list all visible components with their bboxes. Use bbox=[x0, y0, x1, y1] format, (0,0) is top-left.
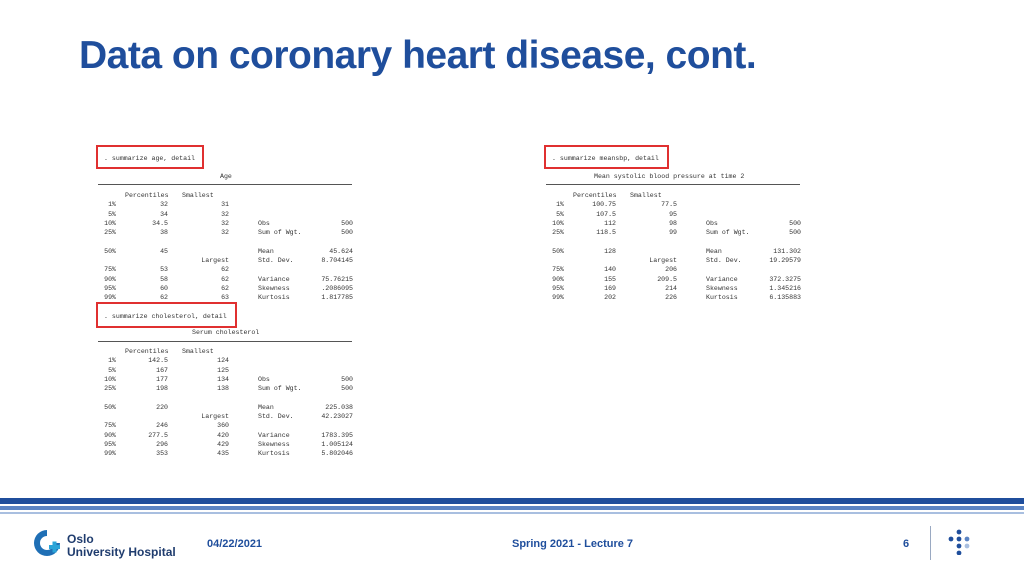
stats-cell-p: 90% bbox=[552, 275, 564, 283]
stats-cell-x: 500 bbox=[789, 219, 801, 227]
stats-cell-x: 225.038 bbox=[325, 403, 353, 411]
stats-cell-p: 99% bbox=[552, 294, 564, 302]
stats-cell-x: 75.76215 bbox=[321, 275, 353, 283]
stats-cell-p: 75% bbox=[552, 266, 564, 274]
stats-cell-s: 226 bbox=[665, 294, 677, 302]
stats-cell-k: Obs bbox=[706, 219, 718, 227]
stats-cell-s: Largest bbox=[201, 257, 229, 265]
stats-cell-p: 1% bbox=[108, 201, 116, 209]
stats-cell-p: 90% bbox=[104, 275, 116, 283]
stats-cell-s: 360 bbox=[217, 422, 229, 430]
stats-cell-k: Mean bbox=[706, 247, 722, 255]
stats-cell-x: 500 bbox=[341, 375, 353, 383]
stats-cell-x: 45.624 bbox=[329, 247, 353, 255]
page-number: 6 bbox=[903, 538, 910, 550]
footer-band bbox=[0, 512, 1024, 514]
stats-cell-p: 99% bbox=[104, 450, 116, 458]
stats-cell-v: 45 bbox=[160, 247, 168, 255]
stats-cell-p: 5% bbox=[108, 210, 116, 218]
stats-cell-x: 5.802046 bbox=[321, 450, 353, 458]
stats-cell-p: 1% bbox=[108, 357, 116, 365]
smallest-header: Smallest bbox=[182, 348, 214, 355]
stats-cell-p: 10% bbox=[104, 375, 116, 383]
stats-cell-x: 500 bbox=[341, 219, 353, 227]
percentiles-header: Percentiles bbox=[125, 192, 169, 199]
stats-cell-k: Kurtosis bbox=[258, 450, 290, 458]
stats-cell-x: 500 bbox=[789, 229, 801, 237]
stats-cell-v: 128 bbox=[604, 247, 616, 255]
stats-cell-v: 34 bbox=[160, 210, 168, 218]
stats-cell-s: 420 bbox=[217, 431, 229, 439]
stats-cell-v: 32 bbox=[160, 201, 168, 209]
stats-cell-s: Largest bbox=[649, 257, 677, 265]
stats-cell-k: Sum of Wgt. bbox=[706, 229, 750, 237]
stats-cell-k: Variance bbox=[258, 431, 290, 439]
command-box: . summarize meansbp, detail bbox=[544, 145, 669, 169]
stats-cell-s: Largest bbox=[201, 413, 229, 421]
stats-cell-p: 25% bbox=[104, 229, 116, 237]
stats-cell-k: Sum of Wgt. bbox=[258, 385, 302, 393]
stats-cell-s: 206 bbox=[665, 266, 677, 274]
stats-cell-p: 5% bbox=[108, 366, 116, 374]
divider bbox=[98, 341, 352, 342]
stats-cell-x: 42.23027 bbox=[321, 413, 353, 421]
stats-cell-v: 202 bbox=[604, 294, 616, 302]
stats-cell-p: 50% bbox=[104, 247, 116, 255]
stats-cell-p: 95% bbox=[552, 285, 564, 292]
stats-cell-x: 19.29579 bbox=[769, 257, 801, 265]
variable-label: Mean systolic blood pressure at time 2 bbox=[594, 173, 745, 180]
hospital-logo-icon bbox=[32, 528, 62, 558]
stats-cell-s: 32 bbox=[221, 229, 229, 237]
stats-cell-p: 95% bbox=[104, 441, 116, 448]
footer-divider bbox=[930, 526, 931, 560]
stats-cell-v: 246 bbox=[156, 422, 168, 430]
stats-cell-k: Variance bbox=[706, 275, 738, 283]
stats-cell-v: 38 bbox=[160, 229, 168, 237]
footer-band bbox=[0, 498, 1024, 504]
smallest-header: Smallest bbox=[182, 192, 214, 199]
stats-cell-v: 198 bbox=[156, 385, 168, 393]
divider bbox=[546, 184, 800, 185]
logo-text: University Hospital bbox=[67, 545, 176, 559]
stats-cell-p: 75% bbox=[104, 266, 116, 274]
stats-cell-v: 220 bbox=[156, 403, 168, 411]
slide-title: Data on coronary heart disease, cont. bbox=[79, 34, 757, 77]
stats-cell-k: Skewness bbox=[706, 285, 738, 292]
stats-cell-s: 435 bbox=[217, 450, 229, 458]
stats-cell-p: 99% bbox=[104, 294, 116, 302]
dots-logo-icon bbox=[946, 529, 972, 555]
command-box: . summarize cholesterol, detail bbox=[96, 302, 237, 328]
stats-cell-v: 60 bbox=[160, 285, 168, 292]
stats-cell-x: 6.135883 bbox=[769, 294, 801, 302]
stats-cell-k: Mean bbox=[258, 247, 274, 255]
stats-cell-p: 95% bbox=[104, 285, 116, 292]
percentiles-header: Percentiles bbox=[125, 348, 169, 355]
stats-cell-p: 90% bbox=[104, 431, 116, 439]
stats-cell-v: 169 bbox=[604, 285, 616, 292]
stats-cell-v: 167 bbox=[156, 366, 168, 374]
stats-cell-s: 209.5 bbox=[657, 275, 677, 283]
stats-cell-v: 277.5 bbox=[148, 431, 168, 439]
stats-cell-s: 124 bbox=[217, 357, 229, 365]
stats-cell-v: 142.5 bbox=[148, 357, 168, 365]
variable-label: Age bbox=[220, 173, 232, 180]
variable-label: Serum cholesterol bbox=[192, 329, 260, 336]
stats-cell-k: Kurtosis bbox=[706, 294, 738, 302]
stats-cell-k: Variance bbox=[258, 275, 290, 283]
command-box: . summarize age, detail bbox=[96, 145, 204, 169]
stats-cell-v: 100.75 bbox=[592, 201, 616, 209]
stats-cell-s: 77.5 bbox=[661, 201, 677, 209]
stats-cell-x: 500 bbox=[341, 385, 353, 393]
stats-cell-x: 1.817785 bbox=[321, 294, 353, 302]
stats-cell-k: Sum of Wgt. bbox=[258, 229, 302, 237]
stats-cell-v: 177 bbox=[156, 375, 168, 383]
percentiles-header: Percentiles bbox=[573, 192, 617, 199]
stats-cell-v: 107.5 bbox=[596, 210, 616, 218]
stats-cell-x: 1.345216 bbox=[769, 285, 801, 292]
stats-cell-v: 58 bbox=[160, 275, 168, 283]
stats-cell-p: 75% bbox=[104, 422, 116, 430]
stats-cell-k: Kurtosis bbox=[258, 294, 290, 302]
stats-cell-x: 1.005124 bbox=[321, 441, 353, 448]
stats-cell-x: 372.3275 bbox=[769, 275, 801, 283]
footer-band bbox=[0, 506, 1024, 510]
stats-cell-s: 214 bbox=[665, 285, 677, 292]
stats-cell-k: Mean bbox=[258, 403, 274, 411]
footer-date: 04/22/2021 bbox=[207, 538, 263, 550]
stats-cell-v: 296 bbox=[156, 441, 168, 448]
stats-cell-s: 99 bbox=[669, 229, 677, 237]
stats-cell-k: Skewness bbox=[258, 441, 290, 448]
stats-cell-s: 62 bbox=[221, 285, 229, 292]
stats-cell-x: 8.704145 bbox=[321, 257, 353, 265]
stats-cell-s: 32 bbox=[221, 219, 229, 227]
stats-cell-p: 25% bbox=[104, 385, 116, 393]
stats-cell-x: 131.302 bbox=[773, 247, 801, 255]
stats-cell-s: 429 bbox=[217, 441, 229, 448]
smallest-header: Smallest bbox=[630, 192, 662, 199]
stats-cell-s: 98 bbox=[669, 219, 677, 227]
stats-cell-k: Std. Dev. bbox=[258, 257, 294, 265]
stats-cell-s: 134 bbox=[217, 375, 229, 383]
stats-cell-x: .2086095 bbox=[321, 285, 353, 292]
stats-cell-p: 1% bbox=[556, 201, 564, 209]
stats-cell-s: 32 bbox=[221, 210, 229, 218]
stats-cell-s: 138 bbox=[217, 385, 229, 393]
stats-cell-v: 140 bbox=[604, 266, 616, 274]
stats-cell-v: 112 bbox=[604, 219, 616, 227]
stats-cell-k: Std. Dev. bbox=[258, 413, 294, 421]
stats-cell-p: 10% bbox=[552, 219, 564, 227]
stats-cell-k: Std. Dev. bbox=[706, 257, 742, 265]
stats-cell-k: Obs bbox=[258, 219, 270, 227]
stats-cell-v: 62 bbox=[160, 294, 168, 302]
stats-cell-x: 500 bbox=[341, 229, 353, 237]
stats-cell-k: Skewness bbox=[258, 285, 290, 292]
stats-cell-s: 125 bbox=[217, 366, 229, 374]
stats-cell-s: 62 bbox=[221, 275, 229, 283]
stats-cell-s: 31 bbox=[221, 201, 229, 209]
stats-cell-p: 5% bbox=[556, 210, 564, 218]
stats-cell-v: 34.5 bbox=[152, 219, 168, 227]
stats-cell-x: 1783.395 bbox=[321, 431, 353, 439]
stats-cell-s: 62 bbox=[221, 266, 229, 274]
footer-course: Spring 2021 - Lecture 7 bbox=[512, 538, 634, 550]
stats-cell-v: 118.5 bbox=[596, 229, 616, 237]
stats-cell-p: 10% bbox=[104, 219, 116, 227]
stats-cell-v: 53 bbox=[160, 266, 168, 274]
stats-cell-p: 50% bbox=[104, 403, 116, 411]
logo-text: Oslo bbox=[67, 532, 94, 546]
stats-cell-s: 95 bbox=[669, 210, 677, 218]
stats-cell-s: 63 bbox=[221, 294, 229, 302]
stats-cell-p: 50% bbox=[552, 247, 564, 255]
stats-cell-p: 25% bbox=[552, 229, 564, 237]
stats-cell-v: 353 bbox=[156, 450, 168, 458]
divider bbox=[98, 184, 352, 185]
stats-cell-v: 155 bbox=[604, 275, 616, 283]
stats-cell-k: Obs bbox=[258, 375, 270, 383]
